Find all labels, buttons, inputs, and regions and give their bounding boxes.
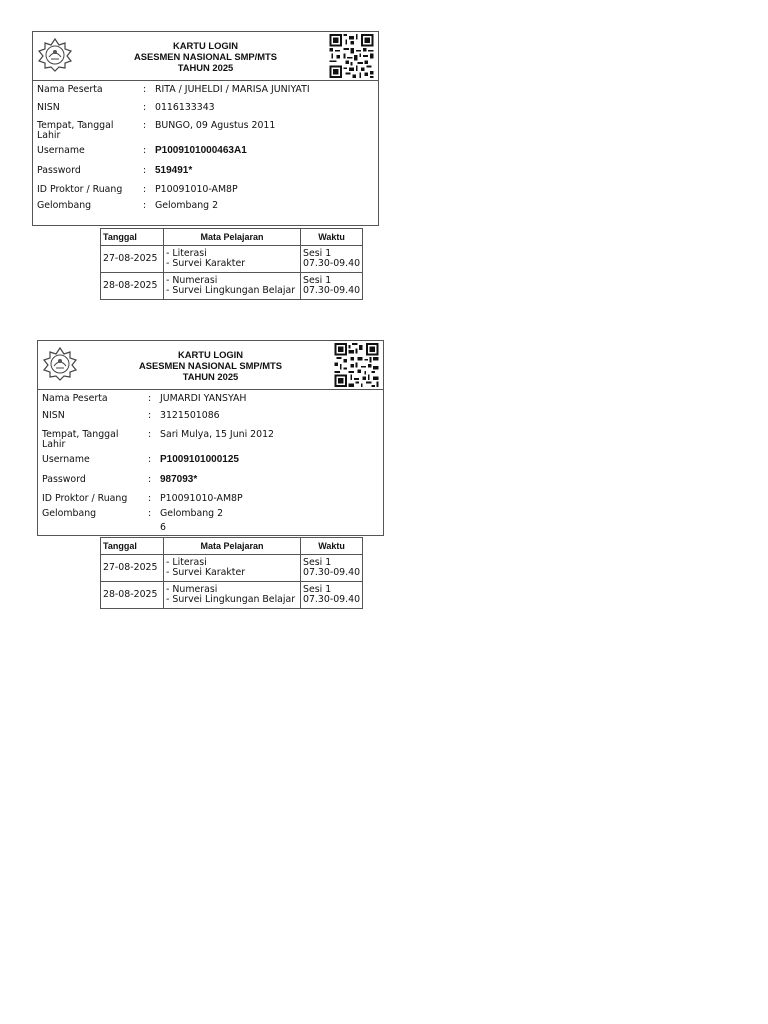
field-colon: : — [143, 165, 147, 176]
field-colon: : — [148, 474, 152, 485]
field-value: P10091010-AM8P — [155, 184, 238, 195]
session-label: Sesi 1 — [303, 584, 332, 595]
field-value: 0116133343 — [155, 102, 215, 113]
field-label — [42, 430, 147, 450]
field-label-line: Lahir — [37, 130, 61, 141]
subject-line: - Survei Karakter — [166, 258, 246, 269]
time-range: 07.30-09.40 — [303, 258, 361, 269]
session-label: Sesi 1 — [303, 557, 332, 568]
card-header — [38, 341, 383, 390]
subject-line: - Literasi — [166, 557, 207, 568]
cell-waktu — [301, 582, 363, 609]
schedule-table-2 — [100, 537, 363, 609]
card-header — [33, 32, 378, 81]
field-value: 3121501086 — [160, 410, 220, 421]
field-colon: : — [143, 184, 147, 195]
title-line: TAHUN 2025 — [182, 371, 239, 382]
cell-tanggal: 28-08-2025 — [101, 582, 164, 609]
title-line: KARTU LOGIN — [177, 349, 244, 360]
field-label: Nama Peserta — [42, 393, 108, 404]
cell-tanggal: 28-08-2025 — [101, 273, 164, 300]
field-colon: : — [148, 410, 152, 421]
field-value: P10091010-AM8P — [160, 493, 243, 504]
column-header-waktu: Waktu — [301, 229, 363, 246]
field-value: BUNGO, 09 Agustus 2011 — [155, 120, 276, 131]
field-label: ID Proktor / Ruang — [42, 493, 128, 504]
table-row — [101, 582, 363, 609]
cell-waktu — [301, 246, 363, 273]
login-card-1 — [32, 31, 379, 226]
cell-tanggal: 27-08-2025 — [101, 246, 164, 273]
field-value: 987093* — [160, 474, 198, 485]
cell-mata-pelajaran — [164, 582, 301, 609]
table-header-row — [101, 229, 363, 246]
title-line: TAHUN 2025 — [177, 62, 234, 73]
session-label: Sesi 1 — [303, 248, 332, 259]
field-label — [37, 121, 142, 141]
field-colon: : — [143, 84, 147, 95]
column-header-tanggal: Tanggal — [101, 538, 164, 555]
field-colon: : — [148, 493, 152, 504]
schedule-table-1 — [100, 228, 363, 300]
qr-code-icon — [333, 343, 380, 387]
field-label: ID Proktor / Ruang — [37, 184, 123, 195]
subject-line: - Numerasi — [166, 275, 218, 286]
column-header-mata-pelajaran: Mata Pelajaran — [164, 229, 301, 246]
field-value: P1009101000463A1 — [155, 145, 247, 156]
title-line: KARTU LOGIN — [172, 40, 239, 51]
field-value: Gelombang 2 — [155, 200, 219, 211]
cell-mata-pelajaran — [164, 555, 301, 582]
field-value-line: Gelombang 2 — [160, 508, 224, 519]
field-label: Username — [42, 454, 90, 465]
field-label: Password — [37, 165, 81, 176]
field-value: JUMARDI YANSYAH — [160, 393, 247, 404]
column-header-tanggal: Tanggal — [101, 229, 164, 246]
cell-mata-pelajaran — [164, 273, 301, 300]
time-range: 07.30-09.40 — [303, 285, 361, 296]
cell-tanggal: 27-08-2025 — [101, 555, 164, 582]
field-label-line: Lahir — [42, 439, 66, 450]
card-title — [33, 40, 378, 73]
field-label: NISN — [37, 102, 60, 113]
field-label: Nama Peserta — [37, 84, 103, 95]
table-header-row — [101, 538, 363, 555]
field-value: RITA / JUHELDI / MARISA JUNIYATI — [155, 84, 310, 95]
table-row — [101, 273, 363, 300]
title-line: ASESMEN NASIONAL SMP/MTS — [138, 360, 283, 371]
cell-mata-pelajaran — [164, 246, 301, 273]
field-label: Username — [37, 145, 85, 156]
cell-waktu — [301, 555, 363, 582]
field-colon: : — [148, 508, 152, 519]
subject-line: - Survei Karakter — [166, 567, 246, 578]
field-colon: : — [148, 429, 152, 440]
subject-line: - Survei Lingkungan Belajar — [166, 594, 296, 605]
field-colon: : — [143, 200, 147, 211]
title-line: ASESMEN NASIONAL SMP/MTS — [133, 51, 278, 62]
time-range: 07.30-09.40 — [303, 567, 361, 578]
subject-line: - Numerasi — [166, 584, 218, 595]
field-value — [160, 509, 223, 533]
cell-waktu — [301, 273, 363, 300]
subject-line: - Literasi — [166, 248, 207, 259]
field-label: Gelombang — [42, 508, 97, 519]
card-title — [38, 349, 383, 382]
field-value: P1009101000125 — [160, 454, 239, 465]
field-label-line: Tempat, Tanggal — [42, 429, 119, 440]
session-label: Sesi 1 — [303, 275, 332, 286]
field-label: Gelombang — [37, 200, 92, 211]
field-colon: : — [148, 393, 152, 404]
login-card-2 — [37, 340, 384, 536]
field-value: Sari Mulya, 15 Juni 2012 — [160, 429, 275, 440]
column-header-waktu: Waktu — [301, 538, 363, 555]
field-value-extra: 6 — [160, 522, 166, 533]
field-label-line: Tempat, Tanggal — [37, 120, 114, 131]
column-header-mata-pelajaran: Mata Pelajaran — [164, 538, 301, 555]
field-colon: : — [143, 102, 147, 113]
subject-line: - Survei Lingkungan Belajar — [166, 285, 296, 296]
time-range: 07.30-09.40 — [303, 594, 361, 605]
table-row — [101, 555, 363, 582]
field-colon: : — [143, 120, 147, 131]
table-row — [101, 246, 363, 273]
field-label: NISN — [42, 410, 65, 421]
qr-code-icon — [328, 34, 375, 78]
field-colon: : — [148, 454, 152, 465]
field-label: Password — [42, 474, 86, 485]
field-value: 519491* — [155, 165, 193, 176]
field-colon: : — [143, 145, 147, 156]
